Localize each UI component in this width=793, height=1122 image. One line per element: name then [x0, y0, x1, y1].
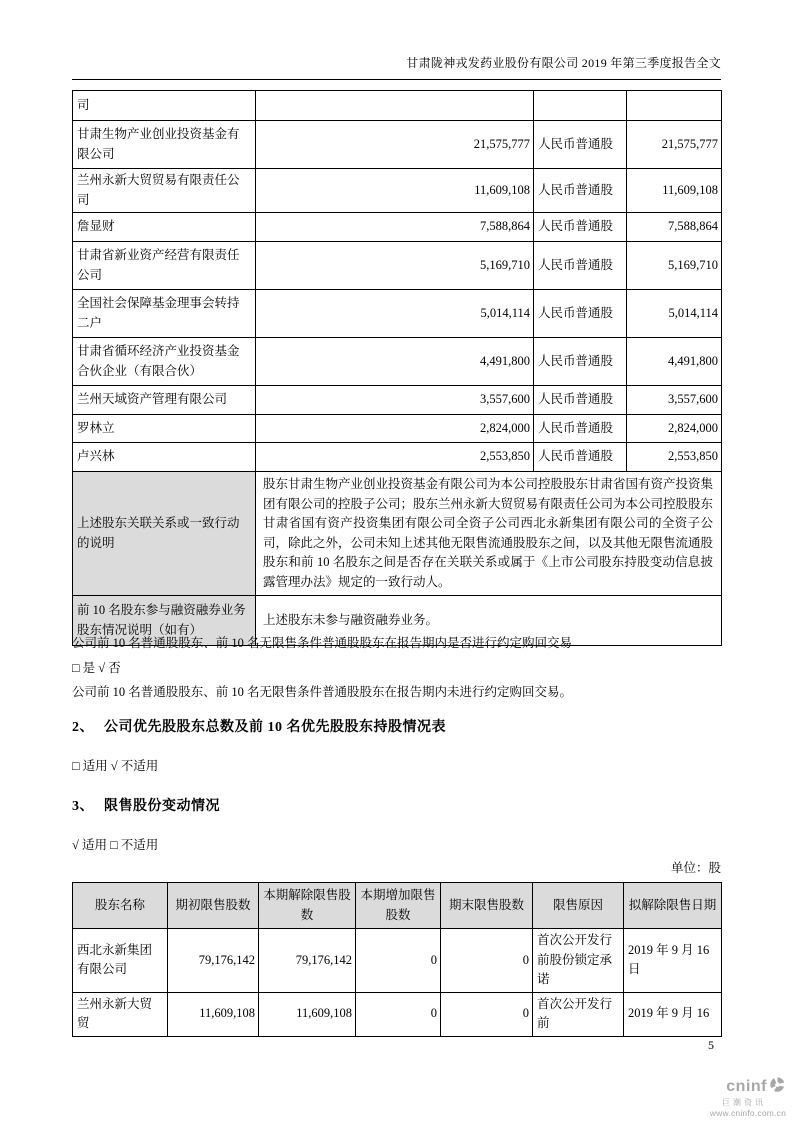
share-type-cell: 人民币普通股 [534, 290, 627, 338]
section-3-heading [72, 795, 721, 815]
unrestricted-shares-cell: 4,491,800 [627, 338, 722, 386]
end-restricted-cell: 0 [441, 929, 533, 993]
release-date-cell: 2019 年 9 月 16日 [624, 929, 722, 993]
table-row [73, 91, 722, 121]
shares-held-cell: 3,557,600 [256, 386, 534, 415]
share-type-cell: 人民币普通股 [534, 169, 627, 213]
table-row [73, 338, 722, 386]
unit-label: 单位：股 [670, 861, 721, 875]
shares-held-cell: 4,491,800 [256, 338, 534, 386]
shares-held-cell: 21,575,777 [256, 121, 534, 169]
unrestricted-shares-cell: 2,824,000 [627, 415, 722, 443]
table-row [73, 386, 722, 415]
column-header: 拟解除限售日期 [624, 883, 722, 929]
unrestricted-shares-cell: 11,609,108 [627, 169, 722, 213]
page-header-title: 甘肃陇神戎发药业股份有限公司 2019 年第三季度报告全文 [72, 54, 721, 80]
column-header: 本期增加限售股数 [356, 883, 441, 929]
unrestricted-shares-cell: 7,588,864 [627, 213, 722, 242]
shareholder-name-cell: 兰州天域资产管理有限公司 [73, 386, 256, 415]
table-row [73, 415, 722, 443]
share-type-cell: 人民币普通股 [534, 338, 627, 386]
column-header: 股东名称 [73, 883, 168, 929]
section-2-number: 2、 [72, 720, 94, 735]
table-row [73, 121, 722, 169]
restriction-reason-cell: 首次公开发行前股份锁定承诺 [533, 929, 624, 993]
section-3-title: 限售股份变动情况 [104, 799, 220, 814]
added-cell: 0 [356, 929, 441, 993]
column-header: 限售原因 [533, 883, 624, 929]
released-cell: 11,609,108 [259, 992, 356, 1036]
cninfo-swirl-icon [769, 1076, 786, 1098]
restricted-shares-table [72, 882, 722, 1037]
section-3-number: 3、 [72, 799, 94, 814]
shareholder-name-cell: 甘肃省新业资产经营有限责任公司 [73, 242, 256, 290]
end-restricted-cell: 0 [441, 992, 533, 1036]
shareholder-name-cell: 兰州永新大贸贸易有限责任公司 [73, 169, 256, 213]
margin-trading-label-cell: 前 10 名股东参与融资融券业务股东情况说明（如有） [73, 596, 256, 646]
shares-held-cell: 11,609,108 [256, 169, 534, 213]
table-row [73, 290, 722, 338]
share-type-cell [534, 91, 627, 121]
begin-restricted-cell: 79,176,142 [168, 929, 259, 993]
shares-held-cell: 7,588,864 [256, 213, 534, 242]
section-3-applicability-line: √ 适用 □ 不适用 [72, 838, 159, 852]
share-type-cell: 人民币普通股 [534, 242, 627, 290]
column-header: 期初限售股数 [168, 883, 259, 929]
begin-restricted-cell: 11,609,108 [168, 992, 259, 1036]
shareholder-name-cell: 甘肃省循环经济产业投资基金合伙企业（有限合伙） [73, 338, 256, 386]
released-cell: 79,176,142 [259, 929, 356, 993]
column-header: 本期解除限售股数 [259, 883, 356, 929]
share-type-cell: 人民币普通股 [534, 415, 627, 443]
table-row [73, 242, 722, 290]
share-type-cell: 人民币普通股 [534, 121, 627, 169]
shareholder-name-cell: 全国社会保障基金理事会转持二户 [73, 290, 256, 338]
relationship-row [73, 472, 722, 596]
cninfo-logo-chinese-name: 巨潮资讯 [722, 1097, 766, 1107]
restricted-name-cell: 兰州永新大贸贸 [73, 992, 168, 1036]
relationship-text-cell: 股东甘肃生物产业创业投资基金有限公司为本公司控股股东甘肃省国有资产投资集团有限公司的控股子公司；股东兰州永新大贸贸易有限责任公司为本公司控股股东甘肃省国有资产投资集团有限公司全资子公司西北永新集团有限公司的全资子公司，除此之外，公司未知上述其他无限售流通股股东之间，以及其他无限售流通股股东和前 10 名股东之间是否存在关联关系或属于《上市公司股东持股变动信息披露管理办法》规定的一致行动人。 [256, 472, 722, 596]
shares-held-cell: 5,014,114 [256, 290, 534, 338]
restricted-name-cell: 西北永新集团有限公司 [73, 929, 168, 993]
unrestricted-shares-cell: 21,575,777 [627, 121, 722, 169]
share-type-cell: 人民币普通股 [534, 213, 627, 242]
restriction-reason-cell: 首次公开发行前 [533, 992, 624, 1036]
unrestricted-shares-cell: 5,014,114 [627, 290, 722, 338]
table-row [73, 992, 722, 1036]
share-type-cell: 人民币普通股 [534, 386, 627, 415]
unrestricted-shares-cell [627, 91, 722, 121]
table-row [73, 929, 722, 993]
shares-held-cell: 5,169,710 [256, 242, 534, 290]
shareholder-name-cell: 甘肃生物产业创业投资基金有限公司 [73, 121, 256, 169]
added-cell: 0 [356, 992, 441, 1036]
page-number: 5 [708, 1038, 714, 1052]
unrestricted-shares-cell: 5,169,710 [627, 242, 722, 290]
shares-held-cell: 2,553,850 [256, 443, 534, 472]
shareholder-name-cell: 卢兴林 [73, 443, 256, 472]
section-2-heading [72, 716, 721, 736]
column-header: 期末限售股数 [441, 883, 533, 929]
table-row [73, 443, 722, 472]
shareholder-name-cell: 司 [73, 91, 256, 121]
section-2-title: 公司优先股股东总数及前 10 名优先股股东持股情况表 [104, 720, 446, 735]
shareholder-name-cell: 詹显财 [73, 213, 256, 242]
table-row [73, 213, 722, 242]
unrestricted-shares-cell: 3,557,600 [627, 386, 722, 415]
cninfo-logo [700, 1076, 786, 1118]
margin-trading-text-cell: 上述股东未参与融资融券业务。 [256, 596, 722, 646]
table-header-row [73, 883, 722, 929]
shareholders-table [72, 90, 722, 646]
cninfo-logo-url: www.cninfo.com.cn [709, 1108, 786, 1119]
release-date-cell: 2019 年 9 月 16 [624, 992, 722, 1036]
share-type-cell: 人民币普通股 [534, 443, 627, 472]
table-row [73, 169, 722, 213]
shareholder-name-cell: 罗林立 [73, 415, 256, 443]
unrestricted-shares-cell: 2,553,850 [627, 443, 722, 472]
repurchase-checkbox-line: □ 是 √ 否 [72, 661, 121, 675]
relationship-label-cell: 上述股东关联关系或一致行动的说明 [73, 472, 256, 596]
section-2-applicability-line: □ 适用 √ 不适用 [72, 759, 159, 773]
repurchase-question-text: 公司前 10 名普通股股东、前 10 名无限售条件普通股股东在报告期内是否进行约定购回交易 [72, 636, 573, 650]
cninfo-logo-brand: cninf [726, 1077, 767, 1095]
shares-held-cell: 2,824,000 [256, 415, 534, 443]
shares-held-cell [256, 91, 534, 121]
repurchase-answer-text: 公司前 10 名普通股股东、前 10 名无限售条件普通股股东在报告期内未进行约定购回交易。 [72, 685, 573, 699]
